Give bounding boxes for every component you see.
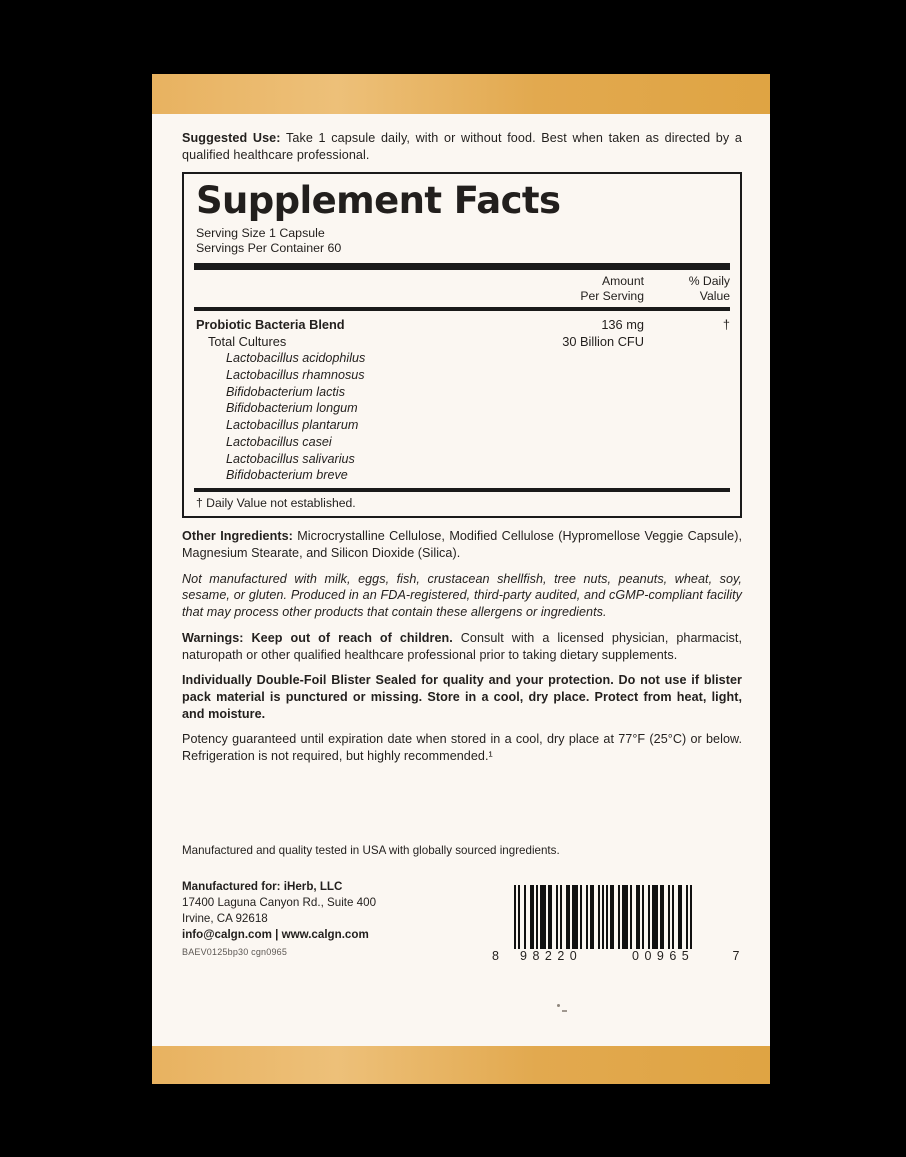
address-line-1: 17400 Laguna Canyon Rd., Suite 400 (182, 895, 377, 909)
lot-code: BAEV0125bp30 cgn0965 (182, 946, 288, 957)
supplement-label-card (152, 74, 770, 1084)
supplement-facts-panel (182, 172, 742, 518)
top-color-band (152, 74, 770, 114)
servings-per-container: Servings Per Container 60 (196, 241, 342, 256)
manufactured-for-line: Manufactured for: iHerb, LLC (182, 879, 343, 893)
other-ingredients-heading: Other Ingredients: (182, 529, 293, 544)
blend-name: Probiotic Bacteria Blend (196, 317, 345, 333)
supplement-facts-title: Supplement Facts (196, 179, 561, 223)
total-cultures-amount: 30 Billion CFU (562, 334, 644, 350)
daily-value-footnote: † Daily Value not established. (196, 496, 356, 511)
strain-item: Lactobacillus rhamnosus (226, 368, 365, 382)
footer-company-block (182, 879, 512, 958)
paper-speck-icon (557, 1004, 560, 1007)
barcode-digit-right: 7 (732, 948, 742, 963)
dv-header-line1: % Daily (688, 273, 730, 288)
allergen-statement: Not manufactured with milk, eggs, fish, crustacean shellfish, tree nuts, peanuts, wheat, soy, sesame, or gluten. Produced in an FDA-registered, third-party audited, and cGMP-compliant facility that may process other products that contain these allergens or ingredients. (182, 571, 742, 620)
blend-amount: 136 mg (601, 317, 644, 333)
amount-header-line2: Per Serving (580, 288, 644, 303)
warnings-text: Consult with a licensed physician, pharmacist, naturopath or other qualified healthcare professional prior to taking dietary supplements. (182, 630, 742, 662)
strain-item: Bifidobacterium lactis (226, 384, 345, 399)
strain-item: Lactobacillus plantarum (226, 418, 359, 433)
facts-body (194, 311, 730, 488)
label-footer (182, 879, 742, 975)
suggested-use-heading: Suggested Use: (182, 131, 281, 145)
barcode-digits (492, 949, 742, 965)
facts-row (194, 333, 730, 350)
warnings-heading: Warnings: Keep out of reach of children. (182, 630, 453, 645)
strain-item: Lactobacillus casei (226, 434, 332, 449)
blister-seal-statement: Individually Double-Foil Blister Sealed for quality and your protection. Do not use if blister pack material is punctured or missing. Store in a cool, dry place. Protect from heat, light, and moisture. (182, 673, 742, 721)
address-line-2: Irvine, CA 92618 (182, 911, 268, 925)
barcode-block (492, 885, 742, 965)
barcode-digit-left: 8 (492, 948, 502, 963)
strain-item: Bifidobacterium breve (226, 468, 348, 483)
strain-item: Lactobacillus salivarius (226, 451, 355, 466)
daily-value-header (644, 274, 730, 303)
dv-header-line2: Value (699, 288, 730, 303)
amount-header-line1: Amount (601, 273, 644, 288)
facts-row (194, 316, 730, 333)
contact-line: info@calgn.com | www.calgn.com (182, 927, 369, 941)
paper-speck-icon (562, 1010, 567, 1012)
warnings-paragraph (182, 630, 742, 663)
suggested-use-text: Take 1 capsule daily, with or without food. Best when taken as directed by a qualified healthcare professional. (182, 131, 742, 162)
facts-column-headers (194, 270, 730, 307)
barcode-group-2: 00965 (632, 948, 695, 963)
serving-size: Serving Size 1 Capsule (196, 225, 325, 240)
upc-barcode (514, 885, 726, 949)
blend-daily-value: † (722, 317, 730, 333)
barcode-group-1: 98220 (520, 948, 583, 963)
bottom-color-band (152, 1046, 770, 1084)
suggested-use-paragraph (182, 130, 742, 163)
facts-rule-thick-top (194, 263, 730, 270)
total-cultures-name: Total Cultures (208, 334, 287, 350)
potency-statement: Potency guaranteed until expiration date when stored in a cool, dry place at 77°F (25°C) or below. Refrigeration is not required, but highly recommended.¹ (182, 732, 742, 764)
manufactured-in-usa-note: Manufactured and quality tested in USA with globally sourced ingredients. (182, 843, 560, 857)
label-content (182, 130, 742, 975)
layout-spacer (182, 774, 742, 844)
strain-item: Bifidobacterium longum (226, 401, 358, 416)
amount-per-serving-header (494, 274, 644, 303)
other-ingredients-paragraph (182, 528, 742, 561)
strain-item: Lactobacillus acidophilus (226, 351, 366, 366)
other-ingredients-text: Microcrystalline Cellulose, Modified Cellulose (Hypromellose Veggie Capsule), Magnesium Stearate, and Silicon Dioxide (Silica). (182, 529, 743, 560)
